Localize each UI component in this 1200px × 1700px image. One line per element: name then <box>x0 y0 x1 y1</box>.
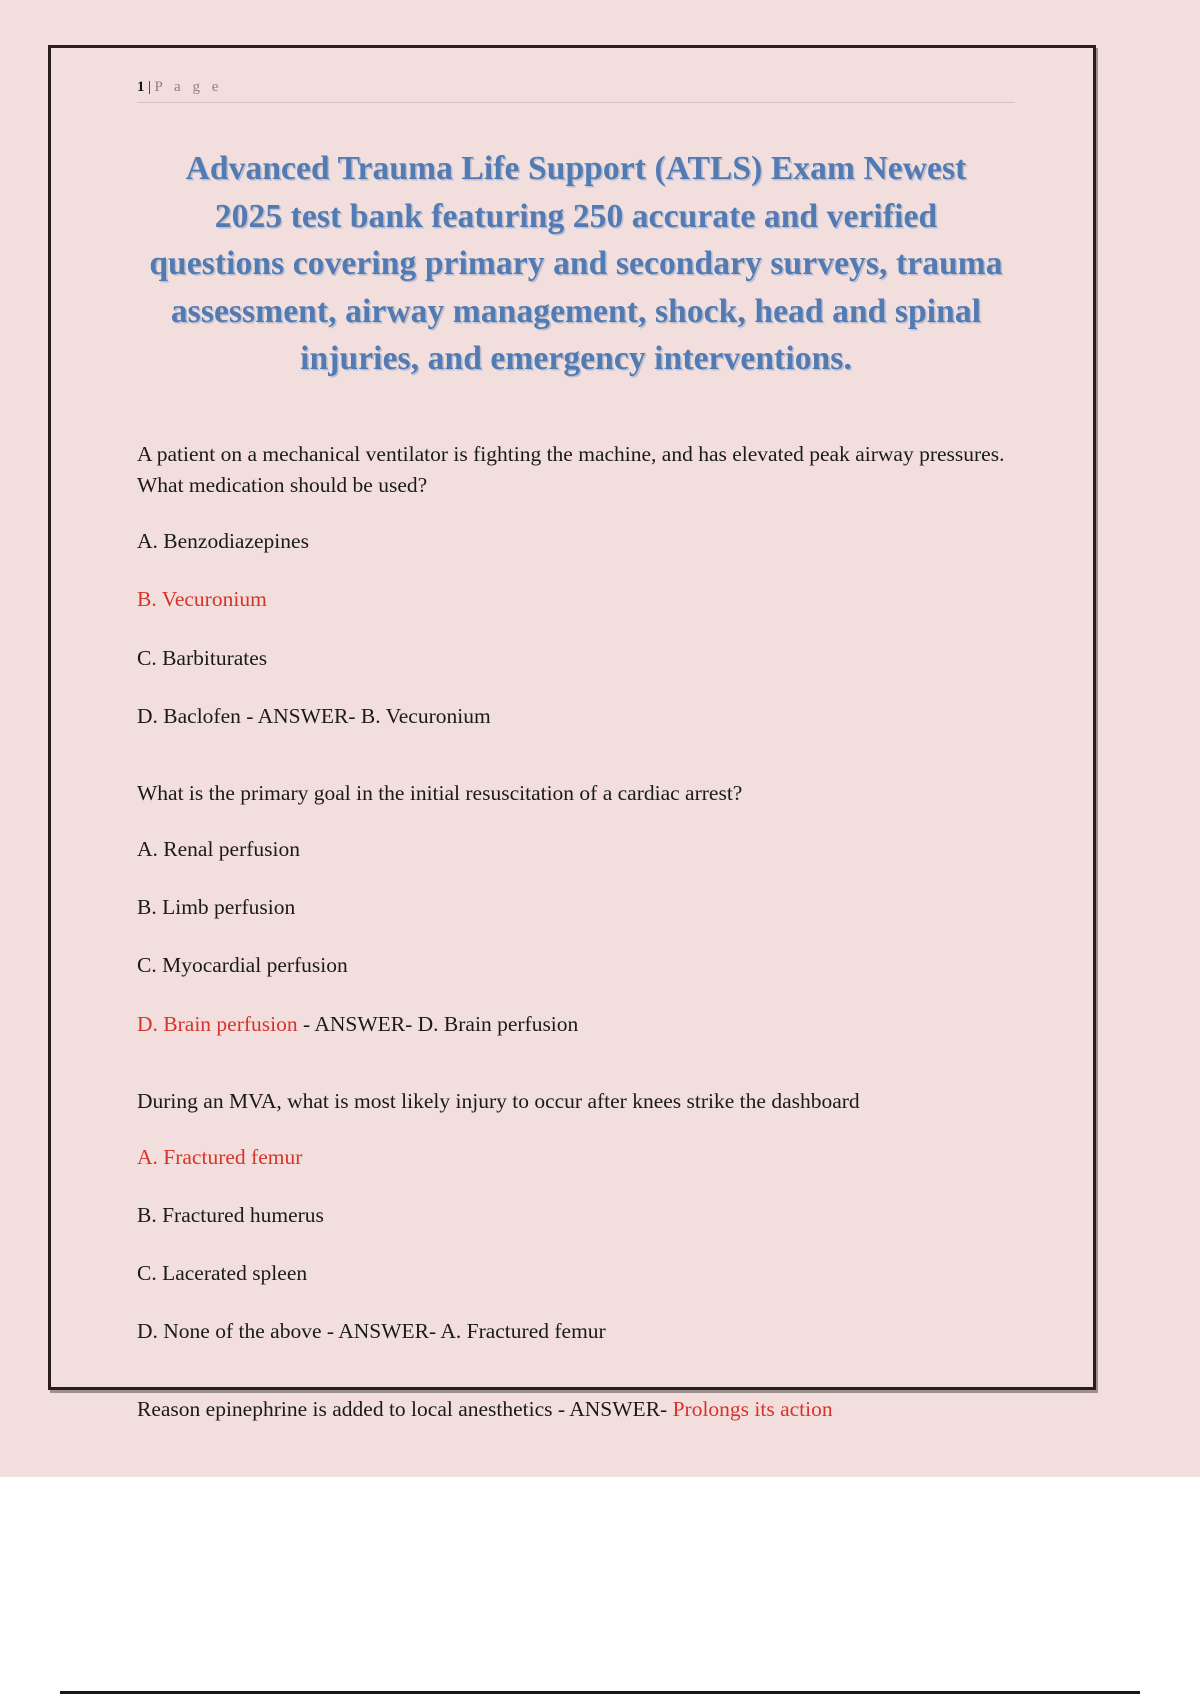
question-option: A. Benzodiazepines <box>137 529 309 554</box>
question-stem: A patient on a mechanical ventilator is fighting the machine, and has elevated peak airway pressures. What medication should be used? <box>137 441 1005 497</box>
question-block-3 <box>137 1086 1015 1348</box>
answer-lead: D. None of the above - ANSWER- A. Fractured femur <box>137 1319 606 1344</box>
final-answer-line <box>137 1394 1015 1425</box>
answer-tail: - ANSWER- D. Brain perfusion <box>297 1011 579 1036</box>
final-answer-value: Prolongs its action <box>672 1396 833 1421</box>
page-separator: | <box>148 79 152 95</box>
answer-lead: D. Baclofen - ANSWER- B. Vecuronium <box>137 703 491 728</box>
question-stem: During an MVA, what is most likely injury to occur after knees strike the dashboard <box>137 1088 860 1113</box>
bottom-divider-rule <box>60 1691 1140 1694</box>
question-option: B. Vecuronium <box>137 587 267 612</box>
answer-lead: D. Brain perfusion <box>137 1011 298 1036</box>
page-word: P a g e <box>154 79 223 95</box>
question-option: C. Lacerated spleen <box>137 1261 308 1286</box>
document-title: Advanced Trauma Life Support (ATLS) Exam Newest 2025 test bank featuring 250 accurate and verified questions covering primary and secondary surveys, trauma assessment, airway management, shock, head and spinal injuries, and emergency interventions. <box>149 150 1003 378</box>
page-content-area <box>137 68 1015 1471</box>
page-label <box>137 79 222 95</box>
question-option: C. Myocardial perfusion <box>137 953 348 978</box>
question-option: A. Renal perfusion <box>137 837 301 862</box>
question-block-1 <box>137 439 1015 732</box>
question-option: B. Fractured humerus <box>137 1203 324 1228</box>
question-answer-line <box>137 1316 1015 1347</box>
question-option: B. Limb perfusion <box>137 895 296 920</box>
question-answer-line <box>137 1009 1015 1040</box>
final-answer-prompt: Reason epinephrine is added to local anesthetics - ANSWER- <box>137 1396 673 1421</box>
question-stem: What is the primary goal in the initial resuscitation of a cardiac arrest? <box>137 780 743 805</box>
page-number: 1 <box>137 79 145 95</box>
question-answer-line <box>137 701 1015 732</box>
question-option: A. Fractured femur <box>137 1144 303 1169</box>
question-option: C. Barbiturates <box>137 645 268 670</box>
running-header <box>137 68 1015 103</box>
final-item-block <box>137 1394 1015 1425</box>
page-border-box <box>48 45 1096 1421</box>
question-block-2 <box>137 778 1015 1040</box>
